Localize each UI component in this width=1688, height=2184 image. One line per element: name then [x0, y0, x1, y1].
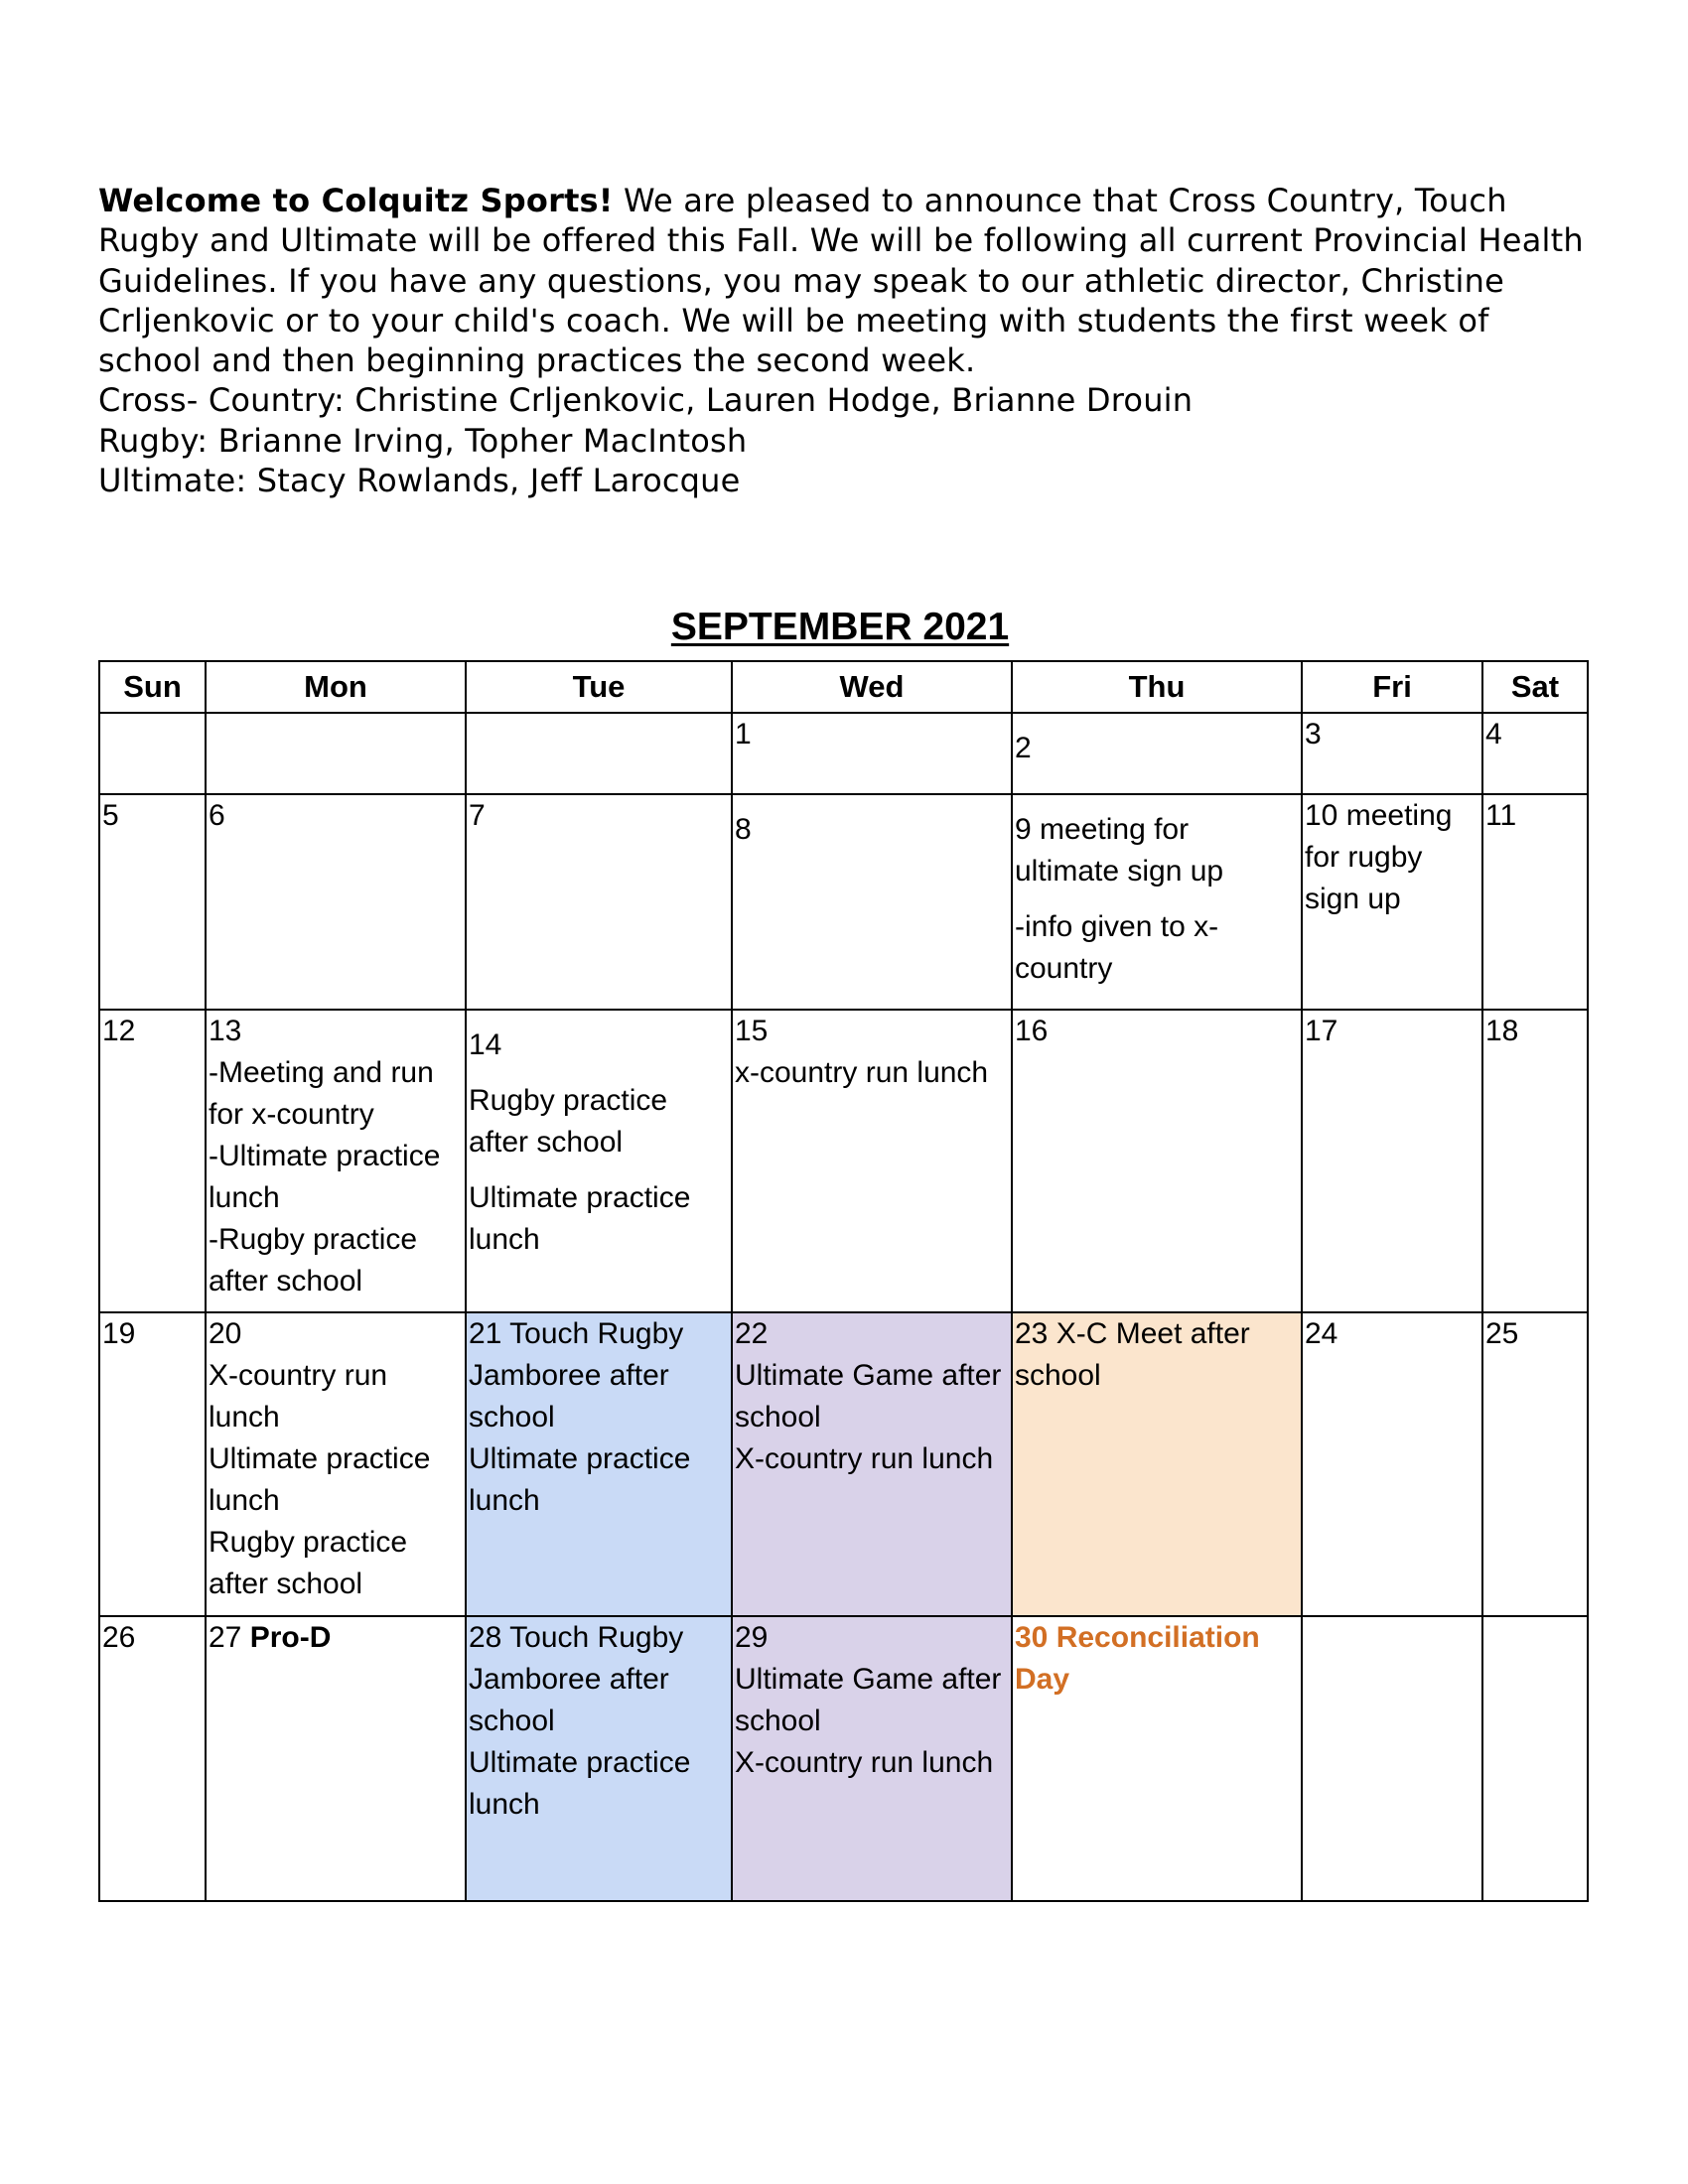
event-line: lunch [209, 1484, 280, 1517]
weekday-mon: Mon [206, 661, 466, 713]
event-line: school [469, 1705, 555, 1737]
event-line: school [1015, 1359, 1101, 1392]
event-line: 28 Touch Rugby [469, 1621, 684, 1654]
day-cell-empty [206, 713, 466, 794]
intro-lead: Welcome to Colquitz Sports! [98, 182, 614, 219]
event-line: -Rugby practice [209, 1223, 418, 1256]
event-line: school [735, 1401, 821, 1433]
intro-paragraph [98, 181, 1598, 380]
event-line: Ultimate practice [469, 1181, 691, 1214]
day-cell-empty [99, 713, 206, 794]
weekday-header-row [99, 661, 1588, 713]
weekday-sun: Sun [99, 661, 206, 713]
event-line: 29 [735, 1621, 769, 1654]
event-line: after school [209, 1568, 363, 1600]
day-cell-empty [466, 713, 732, 794]
day-cell-3 [1302, 713, 1482, 794]
event-line: Ultimate practice [209, 1442, 431, 1475]
day-cell-2 [1012, 713, 1302, 794]
coach-line-ultimate: Ultimate: Stacy Rowlands, Jeff Larocque [98, 462, 741, 500]
event-line: lunch [469, 1484, 540, 1517]
day-cell-5 [99, 794, 206, 1010]
week-row-4 [99, 1312, 1588, 1616]
holiday-line: Day [1015, 1663, 1070, 1696]
event-line: lunch [469, 1223, 540, 1256]
event-line: Ultimate Game after [735, 1359, 1002, 1392]
day-cell-13 [206, 1010, 466, 1312]
day-cell-7 [466, 794, 732, 1010]
weekday-thu: Thu [1012, 661, 1302, 713]
event-line: 13 [209, 1015, 242, 1047]
event-line: 10 meeting [1305, 799, 1453, 832]
day-number: 11 [1485, 799, 1517, 832]
week-row-5 [99, 1616, 1588, 1901]
event-line: -Ultimate practice [209, 1140, 441, 1172]
day-number: 8 [735, 813, 752, 846]
event-line [209, 1617, 465, 1659]
calendar-table [98, 660, 1589, 1902]
event-line: 15 [735, 1015, 769, 1047]
event-line: Ultimate practice [469, 1746, 691, 1779]
day-number: 19 [102, 1317, 136, 1350]
day-cell-18 [1482, 1010, 1588, 1312]
intro-section [98, 181, 1598, 500]
event-line: 22 [735, 1317, 769, 1350]
event-line: Rugby practice [469, 1084, 668, 1117]
day-cell-30 [1012, 1616, 1302, 1901]
event-line: lunch [209, 1181, 280, 1214]
day-number: 3 [1305, 718, 1322, 751]
day-number: 27 [209, 1621, 242, 1654]
weekday-tue: Tue [466, 661, 732, 713]
event-line: ultimate sign up [1015, 855, 1224, 887]
day-cell-6 [206, 794, 466, 1010]
day-number: 17 [1305, 1015, 1338, 1047]
intro-body: We are pleased to announce that Cross Country, Touch Rugby and Ultimate will be offered this Fall. We will be following all current Provincial Health Guidelines. If you have any questions, you may speak to our athletic director, Christine Crljenkovic or to your child's coach. We will be meeting with students the first week of school and then beginning practices the second week. [98, 182, 1584, 380]
event-line: -info given to x- [1015, 910, 1219, 943]
holiday-line: 30 Reconciliation [1015, 1621, 1260, 1654]
day-number: 7 [469, 799, 486, 832]
event-line: 14 [469, 1028, 502, 1061]
day-cell-23 [1012, 1312, 1302, 1616]
event-line: 21 Touch Rugby [469, 1317, 684, 1350]
coach-line-cross-country: Cross- Country: Christine Crljenkovic, Lauren Hodge, Brianne Drouin [98, 381, 1194, 420]
weekday-sat: Sat [1482, 661, 1588, 713]
day-number: 2 [1015, 732, 1032, 764]
event-line: after school [469, 1126, 624, 1159]
event-line: Ultimate Game after [735, 1663, 1002, 1696]
event-line: 20 [209, 1317, 242, 1350]
day-cell-29 [732, 1616, 1012, 1901]
calendar-title [0, 606, 1688, 649]
day-cell-16 [1012, 1010, 1302, 1312]
day-cell-15 [732, 1010, 1012, 1312]
day-number: 1 [735, 718, 752, 751]
day-number: 12 [102, 1015, 136, 1047]
event-line: school [735, 1705, 821, 1737]
event-line: sign up [1305, 883, 1401, 915]
event-line: for x-country [209, 1098, 374, 1131]
coach-line-rugby: Rugby: Brianne Irving, Topher MacIntosh [98, 421, 748, 460]
event-line: 9 meeting for [1015, 813, 1190, 846]
event-line: lunch [209, 1401, 280, 1433]
event-line: X-country run lunch [735, 1442, 994, 1475]
weekday-fri: Fri [1302, 661, 1482, 713]
day-cell-26 [99, 1616, 206, 1901]
event-line: lunch [469, 1788, 540, 1821]
day-cell-empty [1302, 1616, 1482, 1901]
event-line: 23 X-C Meet after [1015, 1317, 1250, 1350]
event-line: for rugby [1305, 841, 1423, 874]
day-cell-12 [99, 1010, 206, 1312]
event-line: country [1015, 952, 1113, 985]
day-cell-9 [1012, 794, 1302, 1010]
day-cell-24 [1302, 1312, 1482, 1616]
day-cell-21 [466, 1312, 732, 1616]
event-line: Rugby practice [209, 1526, 408, 1559]
day-cell-11 [1482, 794, 1588, 1010]
event-line: Jamboree after [469, 1663, 669, 1696]
day-cell-22 [732, 1312, 1012, 1616]
day-number: 16 [1015, 1015, 1049, 1047]
day-number: 4 [1485, 718, 1502, 751]
week-row-1 [99, 713, 1588, 794]
event-line: X-country run [209, 1359, 388, 1392]
day-cell-27 [206, 1616, 466, 1901]
calendar-title-text: SEPTEMBER 2021 [670, 606, 1010, 648]
day-number: 24 [1305, 1317, 1338, 1350]
event-line: X-country run lunch [735, 1746, 994, 1779]
day-cell-28 [466, 1616, 732, 1901]
day-number: 6 [209, 799, 225, 832]
day-cell-10 [1302, 794, 1482, 1010]
event-line: Ultimate practice [469, 1442, 691, 1475]
day-number: 25 [1485, 1317, 1519, 1350]
week-row-2 [99, 794, 1588, 1010]
day-cell-1 [732, 713, 1012, 794]
day-cell-17 [1302, 1010, 1482, 1312]
event-line: Jamboree after [469, 1359, 669, 1392]
day-number: 18 [1485, 1015, 1519, 1047]
event-line: -Meeting and run [209, 1056, 434, 1089]
day-cell-8 [732, 794, 1012, 1010]
pro-d-label: Pro-D [249, 1621, 332, 1654]
event-line: x-country run lunch [735, 1056, 989, 1089]
day-cell-25 [1482, 1312, 1588, 1616]
event-line: after school [209, 1265, 363, 1297]
event-line: school [469, 1401, 555, 1433]
day-cell-14 [466, 1010, 732, 1312]
week-row-3 [99, 1010, 1588, 1312]
day-cell-4 [1482, 713, 1588, 794]
day-cell-20 [206, 1312, 466, 1616]
weekday-wed: Wed [732, 661, 1012, 713]
day-cell-empty [1482, 1616, 1588, 1901]
day-number: 5 [102, 799, 119, 832]
day-cell-19 [99, 1312, 206, 1616]
day-number: 26 [102, 1621, 136, 1654]
